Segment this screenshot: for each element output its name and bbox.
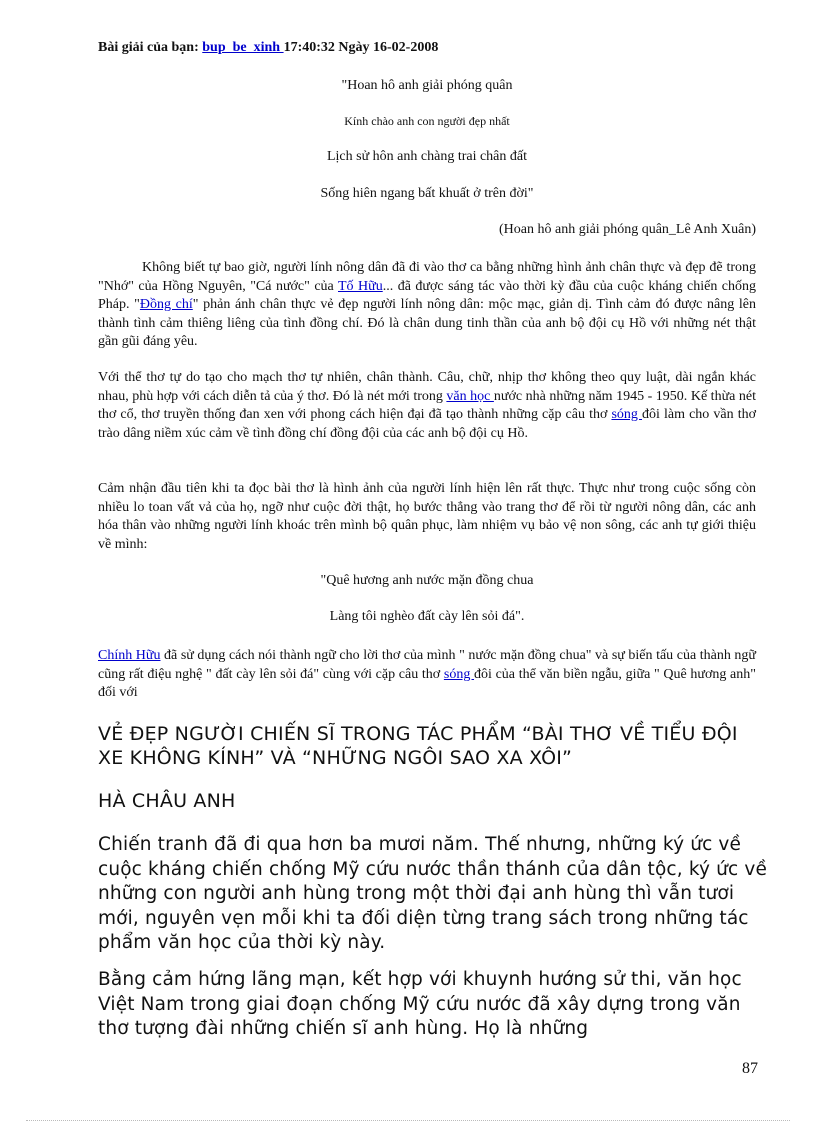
link-to-huu[interactable]: Tố Hữu: [338, 278, 383, 294]
paragraph: [98, 647, 756, 703]
answer-header: [98, 40, 438, 56]
poem-line: "Quê hương anh nước mặn đồng chua: [320, 573, 534, 588]
poem-line: Kính chào anh con người đẹp nhất: [344, 114, 510, 128]
poem-line: Lịch sử hôn anh chàng trai chân đất: [326, 149, 528, 164]
article-paragraph: Bằng cảm hứng lãng mạn, kết hợp với khuynh hướng sử thi, văn học Việt Nam trong giai đoạn chống Mỹ cứu nước đã xây dựng trong văn thơ tượng đài những chiến sĩ anh hùng. Họ là những: [98, 969, 742, 1039]
page-number: 87: [742, 1060, 758, 1077]
article-title: VẺ ĐẸP NGƯỜI CHIẾN SĨ TRONG TÁC PHẨM “BÀI THƠ VỀ TIỂU ĐỘI XE KHÔNG KÍNH” VÀ “NHỮNG NGÔI SAO XA XÔI”: [98, 723, 738, 769]
page-bottom-divider: [26, 1120, 790, 1121]
user-link[interactable]: bup_be_xinh: [202, 40, 284, 55]
link-song[interactable]: sóng: [443, 666, 475, 682]
link-van-hoc[interactable]: văn học: [446, 388, 494, 404]
link-chinh-huu[interactable]: Chính Hữu: [98, 648, 161, 663]
paragraph-text: nước nhà những năm 1945 - 1950. Kế thừa nét thơ cổ, thơ truyền thống đan xen với phong cách hiện đại đã tạo thành những cặp câu thơ: [98, 388, 756, 422]
paragraph-text: " phản ánh chân thực vẻ đẹp người lính nông dân: mộc mạc, giản dị. Tình cảm đó được nâng lên thành tình cảm thiêng liêng của tình đồng chí. Đó là chân dung tinh thần của anh bộ đội cụ Hồ với những nét thật gần gũi đáng yêu.: [98, 297, 757, 349]
paragraph-text: Với thể thơ tự do tạo cho mạch thơ tự nhiên, chân thành. Câu, chữ, nhịp thơ không theo quy luật, dài ngắn khác nhau, phù hợp với cách diễn tả của ý thơ. Đó là nét mới trong: [98, 370, 756, 404]
paragraph-text: Không biết tự bao giờ, người lính nông dân đã đi vào thơ ca bằng những hình ảnh chân thực và đẹp đẽ trong "Nhớ" của Hồng Nguyên, "Cá nước" của: [98, 260, 756, 294]
poem-line: Làng tôi nghèo đất cày lên sỏi đá".: [329, 609, 525, 624]
article-author: HÀ CHÂU ANH: [98, 790, 236, 812]
paragraph-text: đôi của thể văn biền ngẫu, giữa " Quê hương anh" đối với: [98, 666, 756, 700]
paragraph: Cảm nhận đầu tiên khi ta đọc bài thơ là hình ảnh của người lính hiện lên rất thực. Thực như trong cuộc sống còn nhiều lo toan vất vả của họ, ngỡ như cuộc đời thật, họ bước thẳng vào trang thơ để rồi từ người nông dân, các anh hóa thân vào những người lính khoác trên mình bộ quân phục, làm nhiệm vụ bảo vệ non sông, các anh tự giới thiệu về mình:: [98, 481, 756, 552]
header-timestamp: 17:40:32 Ngày 16-02-2008: [283, 40, 439, 55]
poem-attribution: (Hoan hô anh giải phóng quân_Lê Anh Xuân): [499, 222, 756, 237]
link-dong-chi[interactable]: Đồng chí: [139, 297, 193, 312]
paragraph: [98, 259, 756, 352]
link-song[interactable]: sóng: [611, 407, 643, 422]
paragraph: [98, 369, 756, 443]
paragraph-text: ... đã được sáng tác vào thời kỳ đầu của cuộc kháng chiến chống Pháp. ": [98, 278, 757, 312]
poem-line: Sống hiên ngang bất khuất ở trên đời": [320, 186, 534, 201]
article-paragraph: Chiến tranh đã đi qua hơn ba mươi năm. Thế nhưng, những ký ức về cuộc kháng chiến chống Mỹ cứu nước thần thánh của dân tộc, ký ức về những con người anh hùng trong một thời đại anh hùng thì vẫn tươi mới, nguyên vẹn mỗi khi ta đối diện từng trang sách trong những tác phẩm văn học của thời kỳ này.: [98, 834, 768, 953]
paragraph-text: đã sử dụng cách nói thành ngữ cho lời thơ của mình " nước mặn đồng chua" và sự biến tấu của thành ngữ cũng rất điệu nghệ " đất cày lên sỏi đá" cùng với cặp câu thơ: [98, 648, 756, 682]
paragraph-text: đôi làm cho vần thơ trào dâng niềm xúc cảm về tình đồng chí đồng đội của các anh bộ đội cụ Hồ.: [98, 407, 756, 441]
header-prefix: Bài giải của bạn:: [98, 40, 203, 55]
poem-line: "Hoan hô anh giải phóng quân: [341, 78, 513, 93]
